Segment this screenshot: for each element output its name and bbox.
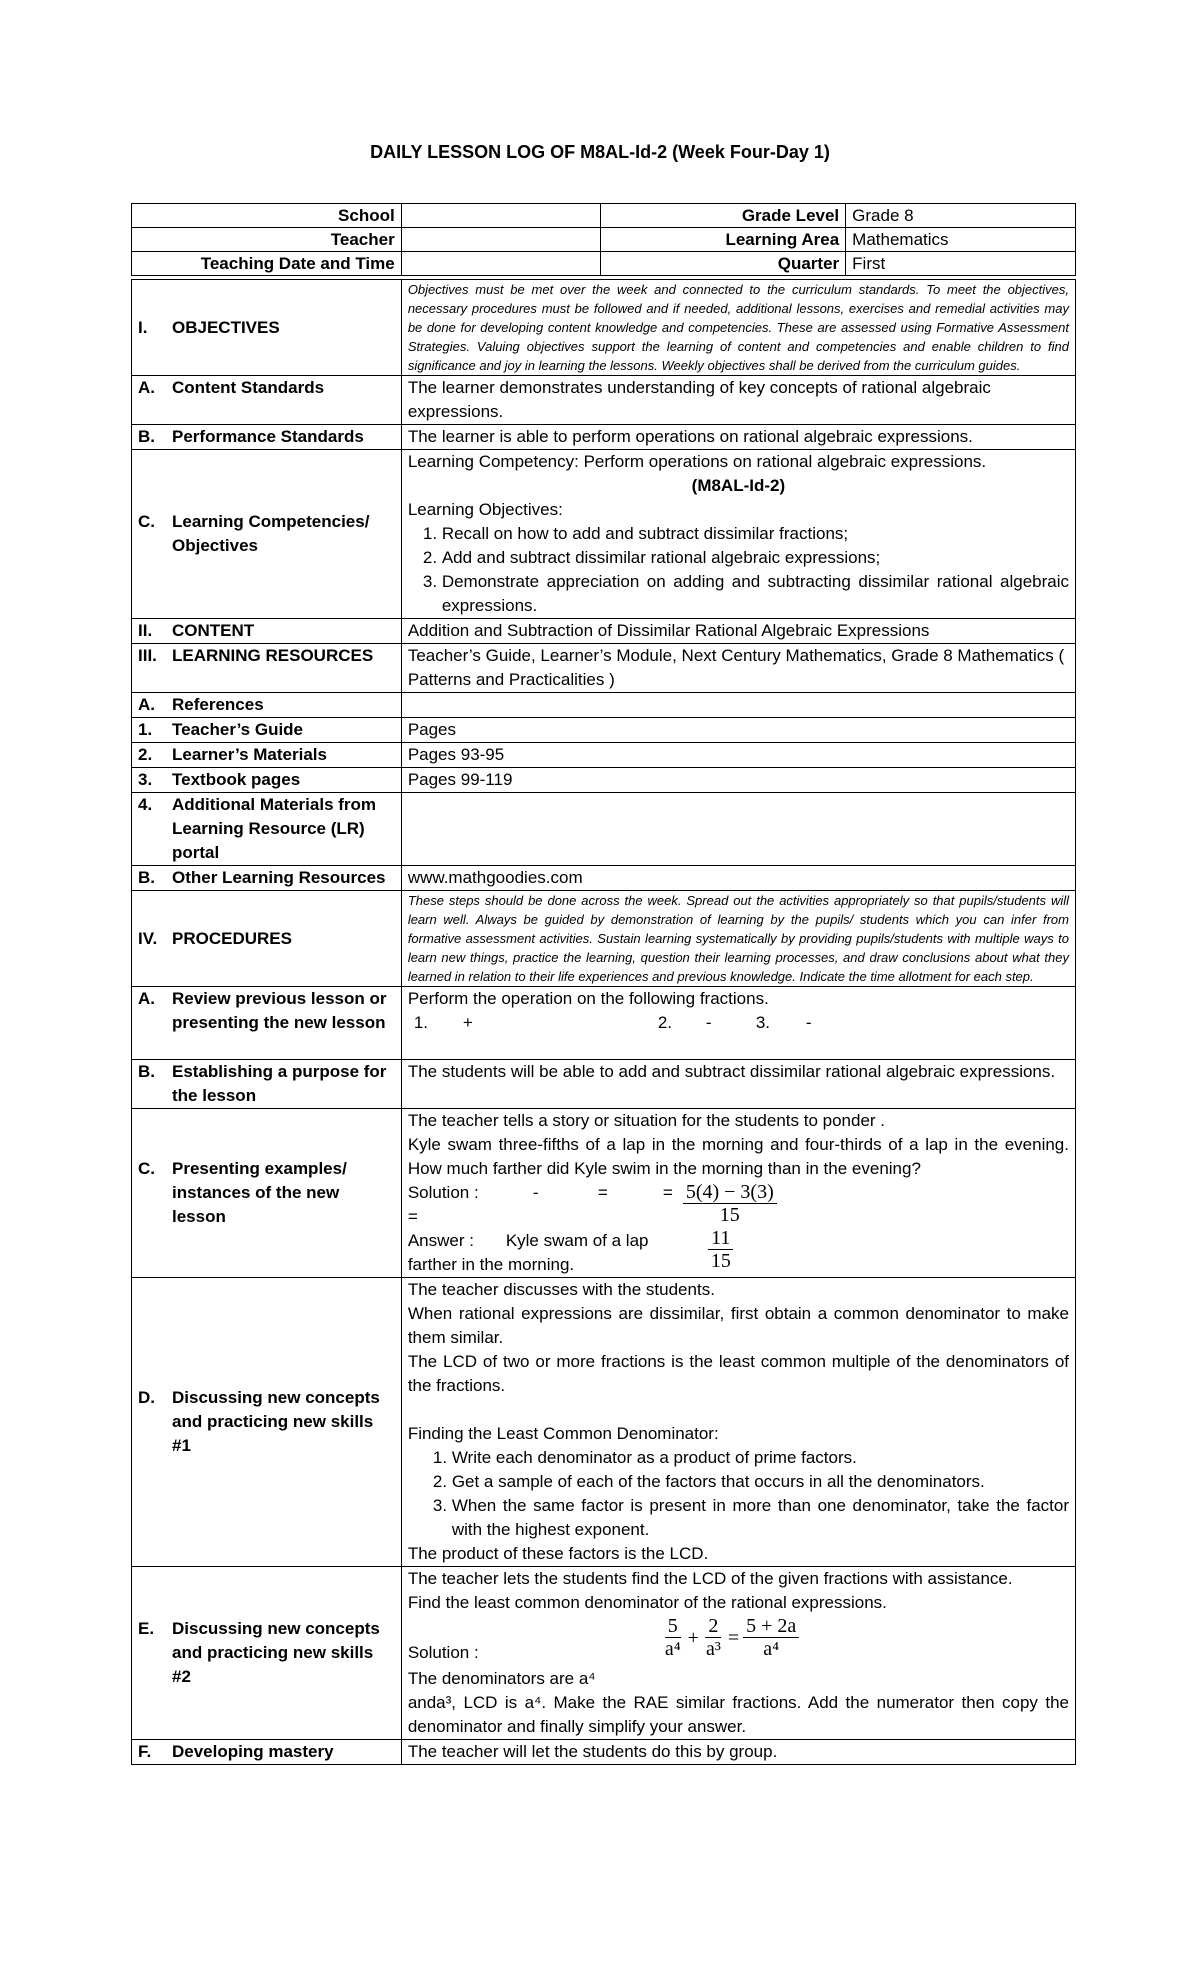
answer-denominator: 15	[710, 1250, 731, 1272]
section-label: Discussing new concepts and practicing new skills #2	[172, 1619, 380, 1686]
objectives-text: Objectives must be met over the week and connected to the curriculum standards. To meet the objectives, necessary procedures must be followed and if needed, additional lessons, exercises and remedial activities may be done for developing content knowledge and competencies. These are assessed using Formative Assessment Strategies. Valuing objectives support the learning of content and competencies and enable children to find significance and joy in learning the lessons. Weekly objectives shall be derived from the curriculum guides.	[401, 280, 1075, 376]
section-number: 4.	[138, 795, 153, 814]
discussion-intro: The teacher discusses with the students.	[407, 1280, 715, 1299]
section-number: E.	[138, 1619, 155, 1638]
teaching-date-label: Teaching Date and Time	[132, 252, 402, 276]
equals-sign: =	[727, 1626, 740, 1649]
minus-operator: -	[805, 1013, 812, 1032]
learners-materials-row	[132, 743, 1076, 768]
grade-level-value: Grade 8	[846, 204, 1076, 228]
lcd-explanation: anda³, LCD is a⁴. Make the RAE similar fractions. Add the numerator then copy the denominator and finally simplify your answer.	[407, 1693, 1069, 1736]
answer-label: Answer :	[407, 1231, 474, 1250]
quarter-value: First	[846, 252, 1076, 276]
additional-materials-text	[401, 793, 1075, 866]
answer-fraction	[708, 1227, 734, 1272]
content-standards-text: The learner demonstrates understanding of key concepts of rational algebraic expressions.	[401, 376, 1075, 425]
section-label: Learner’s Materials	[172, 745, 327, 764]
answer-numerator: 11	[708, 1227, 733, 1250]
exercise-number: 3.	[755, 1013, 770, 1032]
section-label: CONTENT	[172, 621, 255, 640]
denominator: a³	[705, 1638, 721, 1660]
section-label: References	[172, 695, 264, 714]
textbook-row	[132, 768, 1076, 793]
competency-code: (M8AL-Id-2)	[691, 476, 786, 495]
procedures-text: These steps should be done across the week. Spread out the activities appropriately so that pupils/students will learn well. Always be guided by demonstration of learning by the pupils/ students which you can infer from formative assessment activities. Sustain learning systematically by providing pupils/students with multiple ways to learn new things, practice the learning, question their learning processes, and draw conclusions about what they learned in relation to their life experiences and previous knowledge. Indicate the time allotment for each step.	[401, 891, 1075, 987]
section-number: 2.	[138, 745, 153, 764]
references-row	[132, 693, 1076, 718]
section-number: IV.	[138, 928, 158, 948]
section-label: Teacher’s Guide	[172, 720, 304, 739]
section-number: B.	[138, 1062, 155, 1081]
learning-area-value: Mathematics	[846, 228, 1076, 252]
minus-operator: -	[705, 1013, 712, 1032]
minus-operator: -	[532, 1183, 539, 1202]
exercise-number: 2.	[657, 1013, 672, 1032]
section-number: I.	[138, 317, 148, 337]
section-label: Discussing new concepts and practicing new skills #1	[172, 1388, 380, 1455]
references-text	[401, 693, 1075, 718]
section-number: 3.	[138, 770, 153, 789]
competencies-row	[132, 450, 1076, 619]
section-number: 1.	[138, 720, 153, 739]
performance-standards-row	[132, 425, 1076, 450]
equals-sign: =	[662, 1183, 673, 1202]
teachers-guide-text: Pages	[401, 718, 1075, 743]
other-resources-row	[132, 866, 1076, 891]
page-title: DAILY LESSON LOG OF M8AL-Id-2 (Week Four-Day 1)	[370, 142, 830, 162]
section-number: III.	[138, 646, 157, 665]
section-label: LEARNING RESOURCES	[172, 646, 374, 665]
presenting-row	[132, 1109, 1076, 1278]
rae-expression	[408, 1615, 1069, 1667]
expression-denominator: 15	[719, 1204, 740, 1226]
list-item: 3. When the same factor is present in more than one denominator, take the factor with the highest exponent.	[452, 1494, 1069, 1542]
learning-resources-row	[132, 644, 1076, 693]
learners-materials-text: Pages 93-95	[401, 743, 1075, 768]
section-label: Additional Materials from Learning Resource (LR) portal	[172, 795, 377, 862]
section-number: C.	[138, 1159, 155, 1178]
purpose-text: The students will be able to add and subtract dissimilar rational algebraic expressions.	[401, 1060, 1075, 1109]
denominators-text: The denominators are a⁴	[407, 1669, 596, 1688]
solution-block	[408, 1181, 1069, 1253]
story-problem: Kyle swam three-fifths of a lap in the morning and four-thirds of a lap in the evening. How much farther did Kyle swim in the morning than in the evening?	[407, 1135, 1069, 1178]
learning-area-label: Learning Area	[601, 228, 846, 252]
learning-resources-text: Teacher’s Guide, Learner’s Module, Next Century Mathematics, Grade 8 Mathematics ( Patterns and Practicalities )	[401, 644, 1075, 693]
lesson-table	[131, 279, 1076, 1765]
other-resources-text: www.mathgoodies.com	[401, 866, 1075, 891]
learning-competency: Learning Competency: Perform operations on rational algebraic expressions.	[407, 452, 987, 471]
section-number: D.	[138, 1388, 155, 1407]
section-number: A.	[138, 378, 155, 397]
solution-expression	[683, 1181, 777, 1226]
objectives-list	[408, 522, 1069, 618]
section-label: Establishing a purpose for the lesson	[172, 1062, 387, 1105]
lcd-definition: The LCD of two or more fractions is the least common multiple of the denominators of the fractions.	[407, 1352, 1069, 1395]
purpose-row	[132, 1060, 1076, 1109]
textbook-text: Pages 99-119	[401, 768, 1075, 793]
solution-label: Solution :	[407, 1643, 479, 1662]
section-number: B.	[138, 427, 155, 446]
additional-materials-row	[132, 793, 1076, 866]
section-number: B.	[138, 868, 155, 887]
numerator: 5	[665, 1615, 681, 1638]
teaching-date-value	[401, 252, 601, 276]
discussing1-row	[132, 1278, 1076, 1567]
list-item: 3. Demonstrate appreciation on adding and subtracting dissimilar rational algebraic expressions.	[442, 570, 1069, 618]
list-item: 1. Write each denominator as a product of prime factors.	[452, 1446, 1069, 1470]
performance-standards-text: The learner is able to perform operations on rational algebraic expressions.	[401, 425, 1075, 450]
list-item: 2. Add and subtract dissimilar rational algebraic expressions;	[442, 546, 1069, 570]
numerator: 2	[705, 1615, 721, 1638]
plus-operator: +	[687, 1626, 699, 1649]
section-label: Other Learning Resources	[172, 868, 386, 887]
section-number: A.	[138, 695, 155, 714]
fraction	[662, 1615, 684, 1660]
section-number: F.	[138, 1742, 152, 1761]
header-table	[131, 203, 1076, 276]
equals-sign: =	[407, 1207, 418, 1226]
story-intro: The teacher tells a story or situation for the students to ponder .	[407, 1111, 886, 1130]
objectives-heading: Learning Objectives:	[407, 500, 563, 519]
section-number: A.	[138, 989, 155, 1008]
section-label: Developing mastery	[172, 1742, 334, 1761]
section-number: II.	[138, 621, 153, 640]
objectives-row	[132, 280, 1076, 376]
school-value	[401, 204, 601, 228]
solution-label: Solution :	[407, 1183, 479, 1202]
mastery-text: The teacher will let the students do this by group.	[401, 1740, 1075, 1765]
review-exercises	[408, 1011, 1069, 1059]
quarter-label: Quarter	[601, 252, 846, 276]
section-label: Presenting examples/ instances of the new lesson	[172, 1159, 347, 1226]
answer-tail: farther in the morning.	[407, 1255, 575, 1274]
school-label: School	[132, 204, 402, 228]
plus-operator: +	[462, 1013, 473, 1032]
numerator: 5 + 2a	[743, 1615, 799, 1638]
list-item: 1. Recall on how to add and subtract dissimilar fractions;	[442, 522, 1069, 546]
denominator: a⁴	[763, 1638, 780, 1660]
content-text: Addition and Subtraction of Dissimilar Rational Algebraic Expressions	[401, 619, 1075, 644]
section-label: OBJECTIVES	[172, 317, 280, 337]
section-label: Review previous lesson or presenting the new lesson	[172, 989, 387, 1032]
review-row	[132, 987, 1076, 1060]
procedures-row	[132, 891, 1076, 987]
discussion-text: When rational expressions are dissimilar, first obtain a common denominator to make them similar.	[407, 1304, 1069, 1347]
section-label: Learning Competencies/ Objectives	[172, 512, 370, 555]
fraction	[703, 1615, 724, 1660]
teacher-label: Teacher	[132, 228, 402, 252]
teacher-value	[401, 228, 601, 252]
equals-sign: =	[597, 1183, 608, 1202]
answer-text: Kyle swam of a lap	[505, 1231, 649, 1250]
grade-level-label: Grade Level	[601, 204, 846, 228]
section-label: Textbook pages	[172, 770, 301, 789]
fraction	[743, 1615, 799, 1660]
discussing2-row	[132, 1567, 1076, 1740]
content-standards-row	[132, 376, 1076, 425]
list-item: 2. Get a sample of each of the factors that occurs in all the denominators.	[452, 1470, 1069, 1494]
lcd-heading: Finding the Least Common Denominator:	[407, 1424, 719, 1443]
content-row	[132, 619, 1076, 644]
discussion-task: Find the least common denominator of the rational expressions.	[407, 1593, 887, 1612]
lcd-conclusion: The product of these factors is the LCD.	[407, 1544, 709, 1563]
denominator: a⁴	[664, 1638, 681, 1660]
review-instruction: Perform the operation on the following fractions.	[407, 989, 769, 1008]
section-number: C.	[138, 512, 155, 531]
discussion-intro: The teacher lets the students find the LCD of the given fractions with assistance.	[407, 1569, 1013, 1588]
section-label: Performance Standards	[172, 427, 364, 446]
exercise-number: 1.	[413, 1013, 428, 1032]
section-label: Content Standards	[172, 378, 325, 397]
section-label: PROCEDURES	[172, 928, 292, 948]
expression-numerator: 5(4) − 3(3)	[683, 1181, 777, 1204]
mastery-row	[132, 1740, 1076, 1765]
lcd-steps	[408, 1446, 1069, 1542]
teachers-guide-row	[132, 718, 1076, 743]
